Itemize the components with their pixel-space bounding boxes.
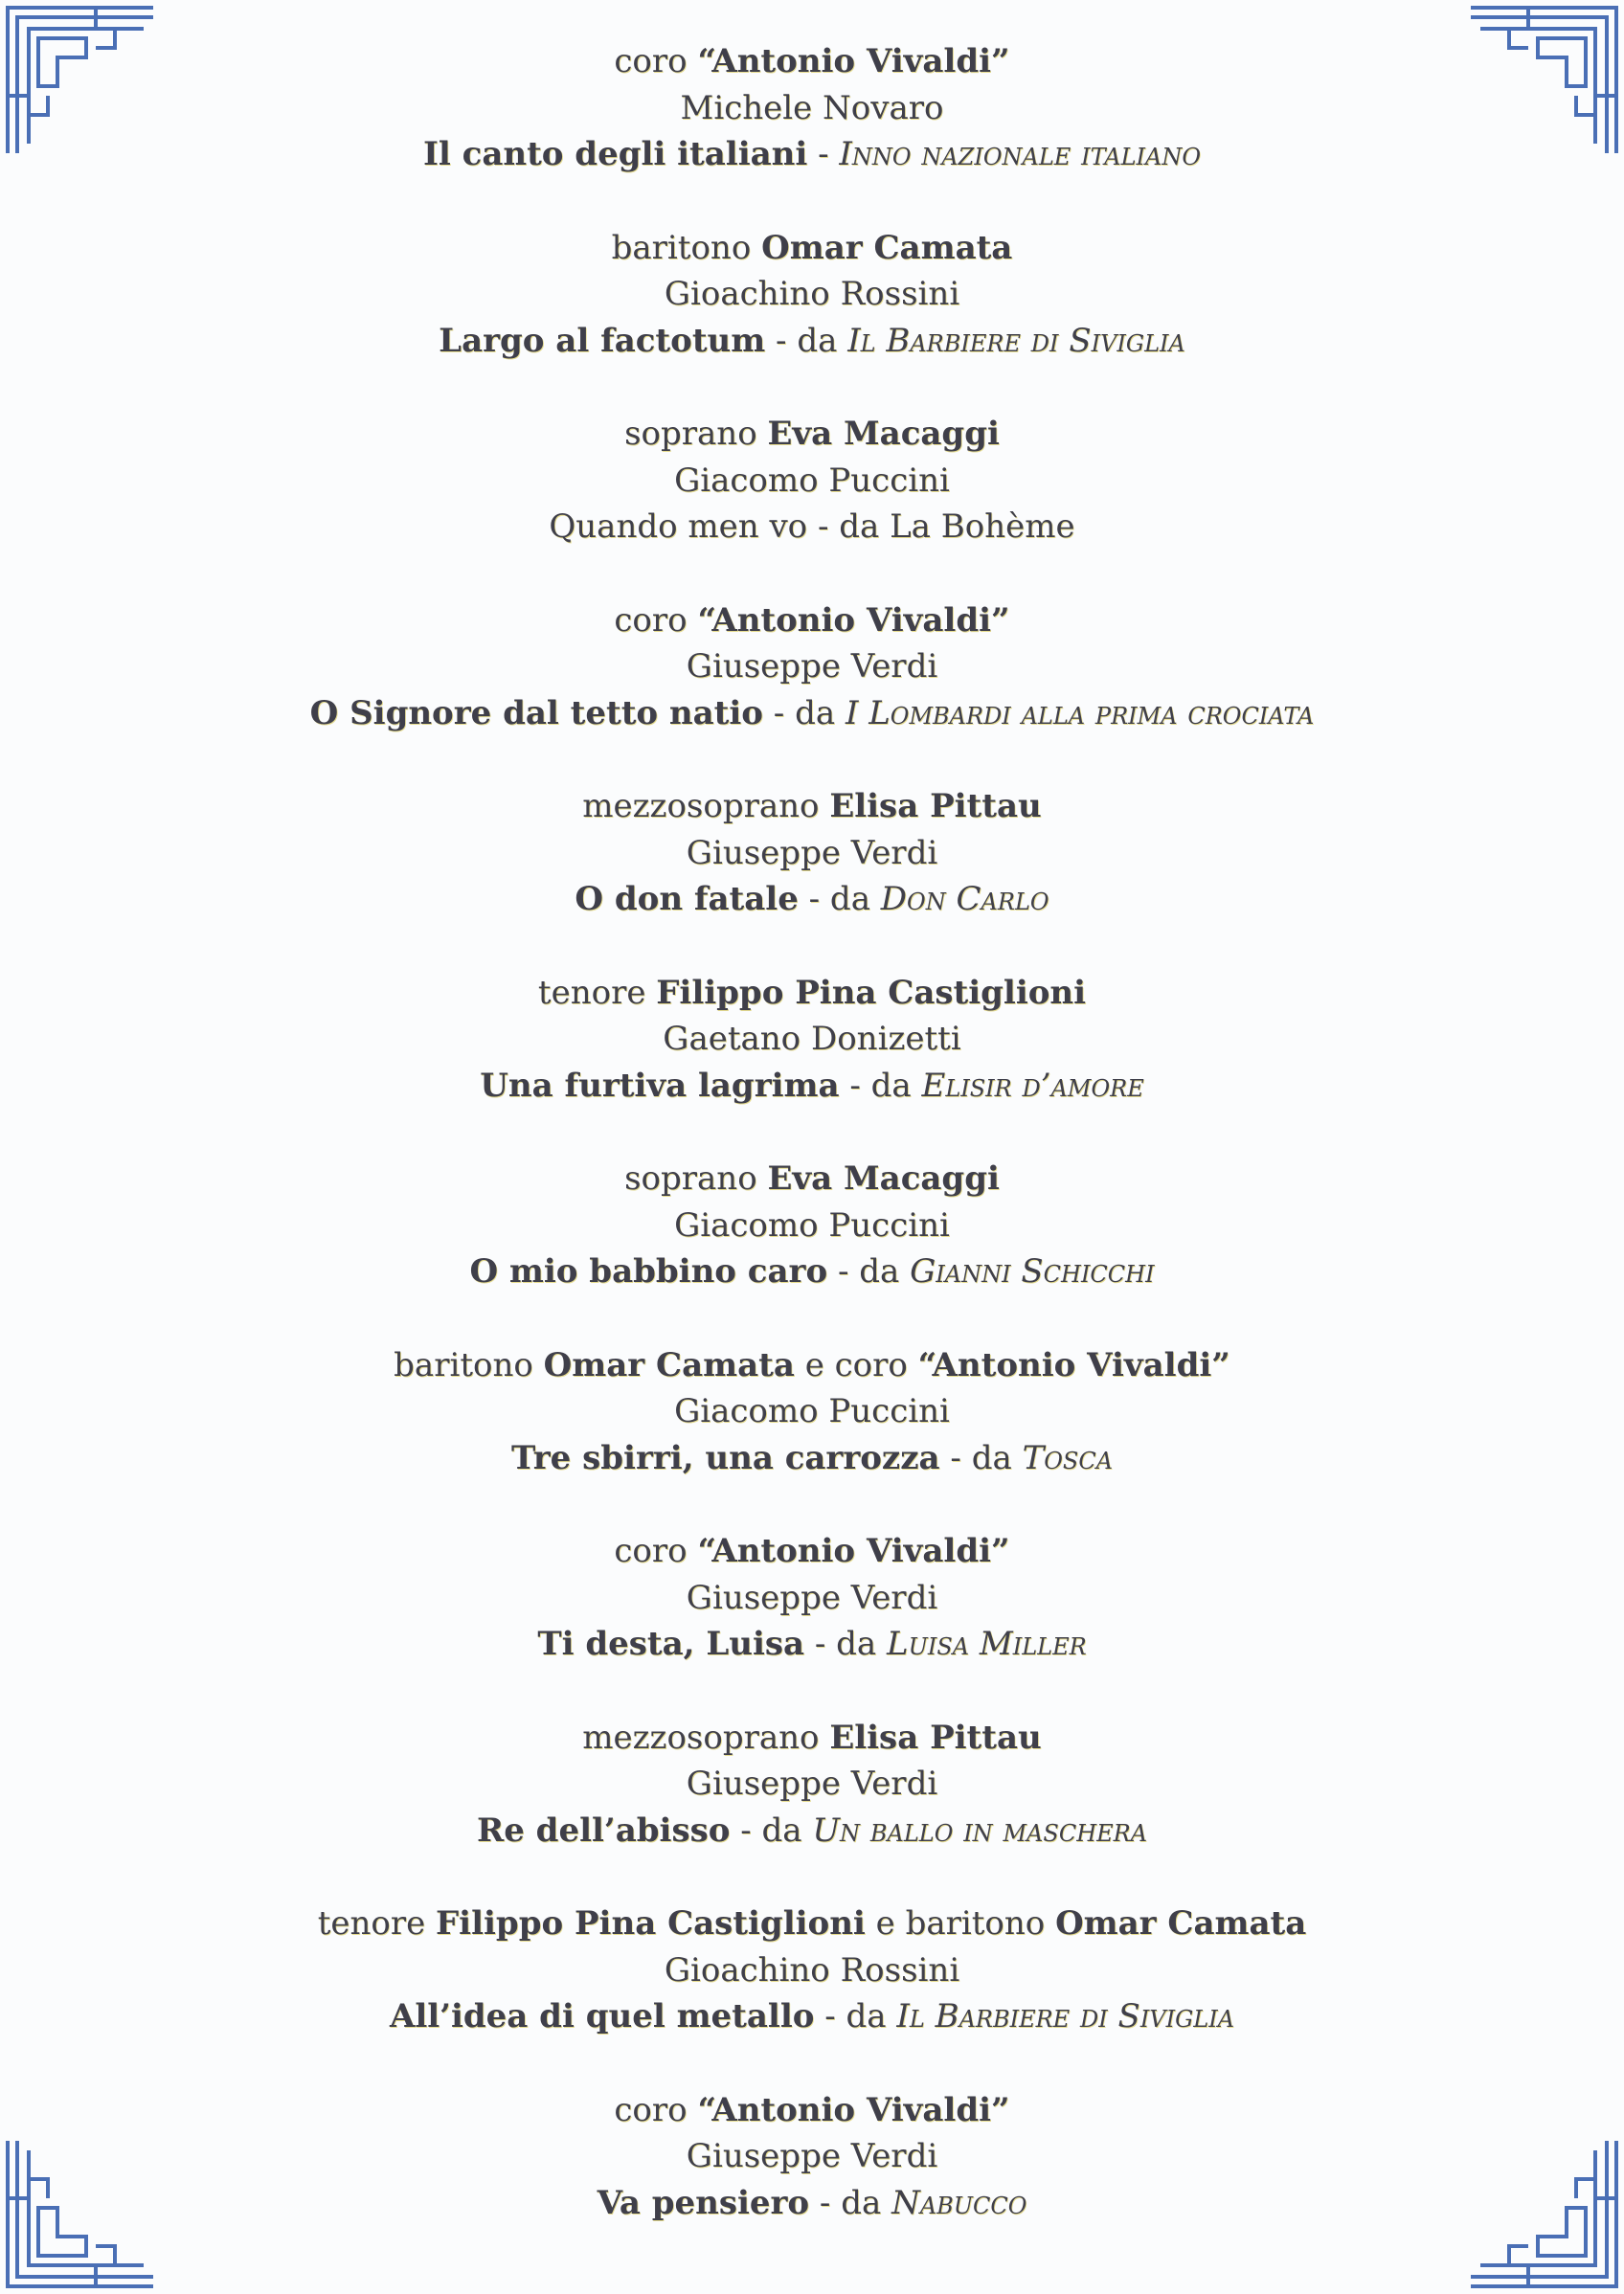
opera-source: Tosca — [1022, 1438, 1114, 1477]
composer: Giacomo Puccini — [674, 1205, 950, 1245]
piece-title-line — [0, 1993, 1624, 2040]
performers-line — [0, 38, 1624, 85]
performers-line — [0, 411, 1624, 458]
separator: - da — [773, 693, 836, 732]
piece-title-line — [0, 318, 1624, 365]
performer-name: “Antonio Vivaldi” — [917, 1345, 1230, 1384]
program-item — [0, 1342, 1624, 1529]
performers-line — [0, 225, 1624, 272]
piece-title-line — [0, 1435, 1624, 1482]
performer-role: baritono — [394, 1345, 533, 1384]
performers-line — [0, 1342, 1624, 1389]
opera-source: Un ballo in maschera — [812, 1810, 1148, 1850]
separator: - da — [740, 1810, 802, 1850]
performer-name: Elisa Pittau — [829, 787, 1042, 825]
opera-source: Elisir d’amore — [921, 1066, 1144, 1105]
opera-source: Il Barbiere di Siviglia — [896, 1997, 1235, 2036]
performer-role: coro — [614, 42, 688, 80]
performer-name: Omar Camata — [761, 228, 1013, 267]
program-item — [0, 411, 1624, 597]
performers-line — [0, 970, 1624, 1017]
piece-title: O Signore dal tetto natio — [309, 693, 763, 732]
separator: - da — [819, 2183, 882, 2222]
piece-title: Ti desta, Luisa — [537, 1625, 805, 1664]
composer: Giuseppe Verdi — [686, 833, 938, 872]
program-item — [0, 1900, 1624, 2087]
opera-source: Il Barbiere di Siviglia — [847, 321, 1185, 360]
opera-source: I Lombardi alla prima crociata — [845, 693, 1315, 732]
performer-name: “Antonio Vivaldi” — [697, 600, 1010, 640]
separator: - da — [808, 880, 870, 919]
program-item — [0, 1156, 1624, 1342]
performer-role: tenore — [317, 1904, 426, 1943]
composer: Giuseppe Verdi — [686, 647, 938, 686]
performer-role: e baritono — [875, 1904, 1046, 1943]
separator: - da — [824, 1997, 887, 2036]
performer-role: mezzosoprano — [582, 1718, 820, 1757]
performer-role: mezzosoprano — [582, 787, 820, 825]
piece-title: Una furtiva lagrima — [480, 1066, 840, 1105]
piece-title: Tre sbirri, una carrozza — [510, 1438, 940, 1477]
piece-title: O don fatale — [575, 880, 799, 919]
program-item — [0, 970, 1624, 1157]
separator: - da — [814, 1625, 877, 1664]
separator: - da — [849, 1066, 912, 1105]
opera-source: Gianni Schicchi — [910, 1252, 1155, 1292]
program-item — [0, 783, 1624, 970]
piece-title-line — [0, 1621, 1624, 1668]
program-item — [0, 2087, 1624, 2274]
performer-role: coro — [614, 2090, 688, 2129]
performers-line — [0, 1156, 1624, 1203]
composer: Giuseppe Verdi — [686, 1578, 938, 1617]
performer-role: baritono — [611, 228, 752, 267]
performers-line — [0, 1528, 1624, 1575]
performers-line — [0, 1900, 1624, 1947]
composer: Giacomo Puccini — [674, 1392, 950, 1431]
program-item — [0, 225, 1624, 412]
piece-title: Largo al factotum — [439, 321, 766, 360]
piece-title-line — [0, 1808, 1624, 1855]
program-item — [0, 1528, 1624, 1715]
performer-name: Omar Camata — [1055, 1904, 1307, 1943]
performer-name: “Antonio Vivaldi” — [697, 2090, 1010, 2129]
composer: Giuseppe Verdi — [686, 1765, 938, 1804]
performer-name: Eva Macaggi — [767, 415, 1000, 453]
piece-title-line — [0, 1063, 1624, 1110]
piece-title: O mio babbino caro — [469, 1252, 828, 1292]
piece-title-line — [0, 2180, 1624, 2227]
piece-title-line — [0, 131, 1624, 178]
piece-title: Il canto degli italiani — [422, 135, 808, 174]
performer-name: Eva Macaggi — [767, 1159, 1000, 1198]
piece-title: Re dell’abisso — [476, 1810, 731, 1850]
composer: Gioachino Rossini — [664, 275, 960, 314]
piece-title: All’idea di quel metallo — [389, 1997, 815, 2036]
performer-name: “Antonio Vivaldi” — [697, 1532, 1010, 1570]
performer-name: “Antonio Vivaldi” — [697, 42, 1010, 80]
performers-line — [0, 783, 1624, 830]
composer: Giuseppe Verdi — [686, 2137, 938, 2176]
concert-program — [0, 38, 1624, 2273]
separator: - da — [776, 321, 838, 360]
performer-name: Elisa Pittau — [829, 1718, 1042, 1757]
piece-title-line — [0, 690, 1624, 737]
opera-source: Nabucco — [891, 2183, 1027, 2222]
separator: - — [818, 135, 829, 174]
opera-source: Inno nazionale italiano — [839, 135, 1202, 174]
program-item — [0, 1715, 1624, 1901]
program-item — [0, 597, 1624, 784]
performer-role: tenore — [537, 973, 646, 1012]
composer: Gaetano Donizetti — [663, 1020, 961, 1059]
performers-line — [0, 1715, 1624, 1762]
performer-role: soprano — [624, 415, 757, 453]
composer: Gioachino Rossini — [664, 1950, 960, 1990]
piece-title: Va pensiero — [597, 2183, 810, 2222]
separator: - da — [837, 1252, 900, 1292]
separator: - da — [950, 1438, 1012, 1477]
opera-source: Don Carlo — [880, 880, 1049, 919]
piece-title-line: Quando men vo - da La Bohème — [549, 507, 1075, 547]
performer-role: soprano — [624, 1159, 757, 1198]
opera-source: Luisa Miller — [887, 1625, 1087, 1664]
performers-line — [0, 2087, 1624, 2134]
performer-role: coro — [614, 600, 688, 640]
performer-role: e coro — [804, 1345, 908, 1384]
performer-name: Filippo Pina Castiglioni — [436, 1904, 866, 1943]
piece-title-line — [0, 1248, 1624, 1295]
performers-line — [0, 597, 1624, 644]
composer: Giacomo Puccini — [674, 461, 950, 500]
composer: Michele Novaro — [680, 88, 944, 127]
piece-title-line — [0, 876, 1624, 923]
performer-role: coro — [614, 1532, 688, 1570]
program-item — [0, 38, 1624, 225]
performer-name: Omar Camata — [543, 1345, 795, 1384]
performer-name: Filippo Pina Castiglioni — [656, 973, 1087, 1012]
